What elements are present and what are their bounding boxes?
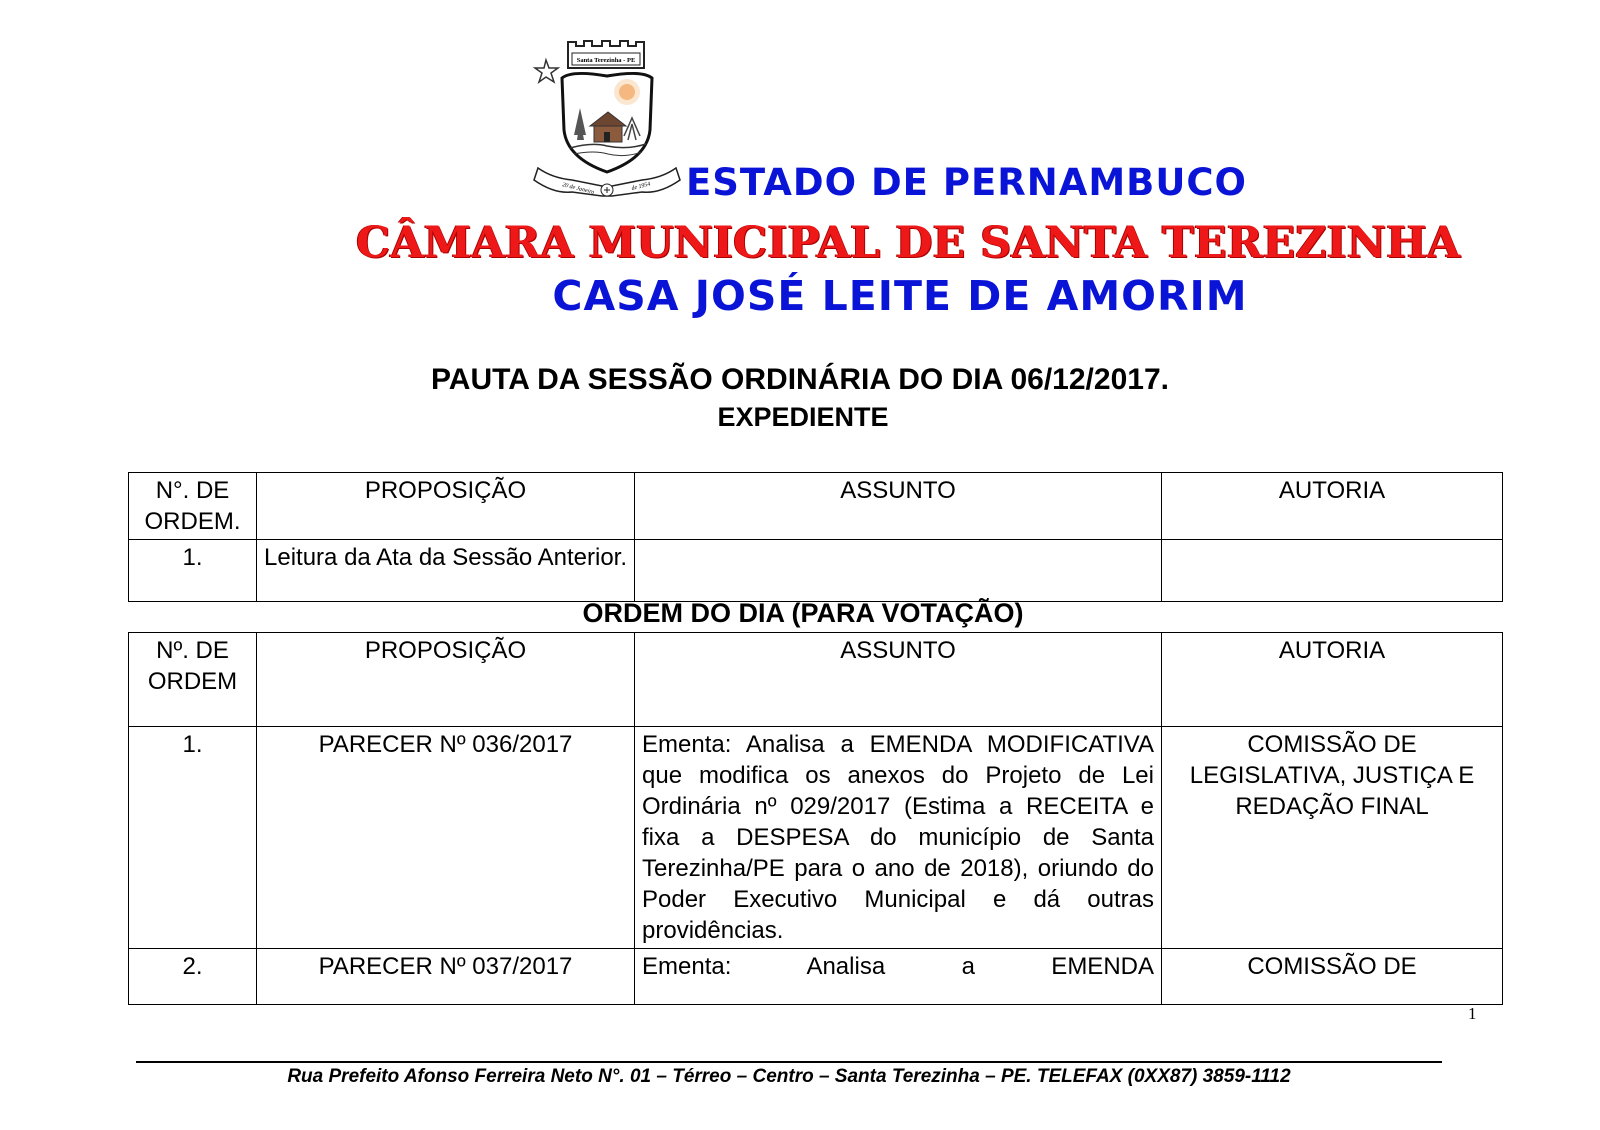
table-row: [129, 949, 1503, 1005]
footer-divider: [136, 1061, 1442, 1063]
header-proposition: PROPOSIÇÃO: [257, 633, 635, 727]
header-house: CASA JOSÉ LEITE DE AMORIM: [552, 272, 1248, 320]
expediente-table: [128, 472, 1503, 602]
row-author: [1162, 540, 1503, 602]
row-proposition: PARECER Nº 037/2017: [257, 949, 635, 1005]
row-subject: Ementa: Analisa a EMENDA: [635, 949, 1162, 1005]
header-state: ESTADO DE PERNAMBUCO: [686, 161, 1247, 204]
svg-text:de 1954: de 1954: [631, 181, 652, 192]
header-author: AUTORIA: [1162, 633, 1503, 727]
row-order: 1.: [129, 727, 257, 949]
document-subtitle: EXPEDIENTE: [717, 402, 889, 432]
row-author: COMISSÃO DE LEGISLATIVA, JUSTIÇA E REDAÇÃO FINAL: [1162, 727, 1503, 949]
table-row: [129, 727, 1503, 949]
ordem-do-dia-title: ORDEM DO DIA (PARA VOTAÇÃO): [582, 598, 1024, 628]
row-subject: [635, 540, 1162, 602]
header-order: Nº. DE ORDEM: [129, 633, 257, 727]
row-order: 1.: [129, 540, 257, 602]
page-number: 1: [1468, 1004, 1477, 1023]
header-order: N°. DE ORDEM.: [129, 473, 257, 540]
crest-icon: [532, 40, 682, 200]
document-title: PAUTA DA SESSÃO ORDINÁRIA DO DIA 06/12/2017.: [431, 363, 1169, 396]
row-author: COMISSÃO DE: [1162, 949, 1503, 1005]
header-proposition: PROPOSIÇÃO: [257, 473, 635, 540]
header-subject: ASSUNTO: [635, 633, 1162, 727]
row-order: 2.: [129, 949, 257, 1005]
footer-address: Rua Prefeito Afonso Ferreira Neto N°. 01 – Térreo – Centro – Santa Terezinha – PE. TELEFAX (0XX87) 3859-1112: [287, 1066, 1291, 1087]
table-header-row: [129, 633, 1503, 727]
svg-text:20 de Janeiro: 20 de Janeiro: [561, 182, 595, 196]
row-proposition: PARECER Nº 036/2017: [257, 727, 635, 949]
header-chamber: CÂMARA MUNICIPAL DE SANTA TEREZINHA: [356, 218, 1461, 268]
svg-text:Santa Terezinha - PE: Santa Terezinha - PE: [576, 57, 636, 64]
ordem-do-dia-table: [128, 632, 1503, 1005]
table-header-row: [129, 473, 1503, 540]
row-subject: Ementa: Analisa a EMENDA MODIFICATIVA que modifica os anexos do Projeto de Lei Ordinária nº 029/2017 (Estima a RECEITA e fixa a DESPESA do município de Santa Terezinha/PE para o ano de 2018), oriundo do Poder Executivo Municipal e dá outras providências.: [635, 727, 1162, 949]
municipal-crest-logo: [532, 40, 682, 200]
header-subject: ASSUNTO: [635, 473, 1162, 540]
row-proposition: Leitura da Ata da Sessão Anterior.: [257, 540, 635, 602]
table-row: [129, 540, 1503, 602]
header-author: AUTORIA: [1162, 473, 1503, 540]
